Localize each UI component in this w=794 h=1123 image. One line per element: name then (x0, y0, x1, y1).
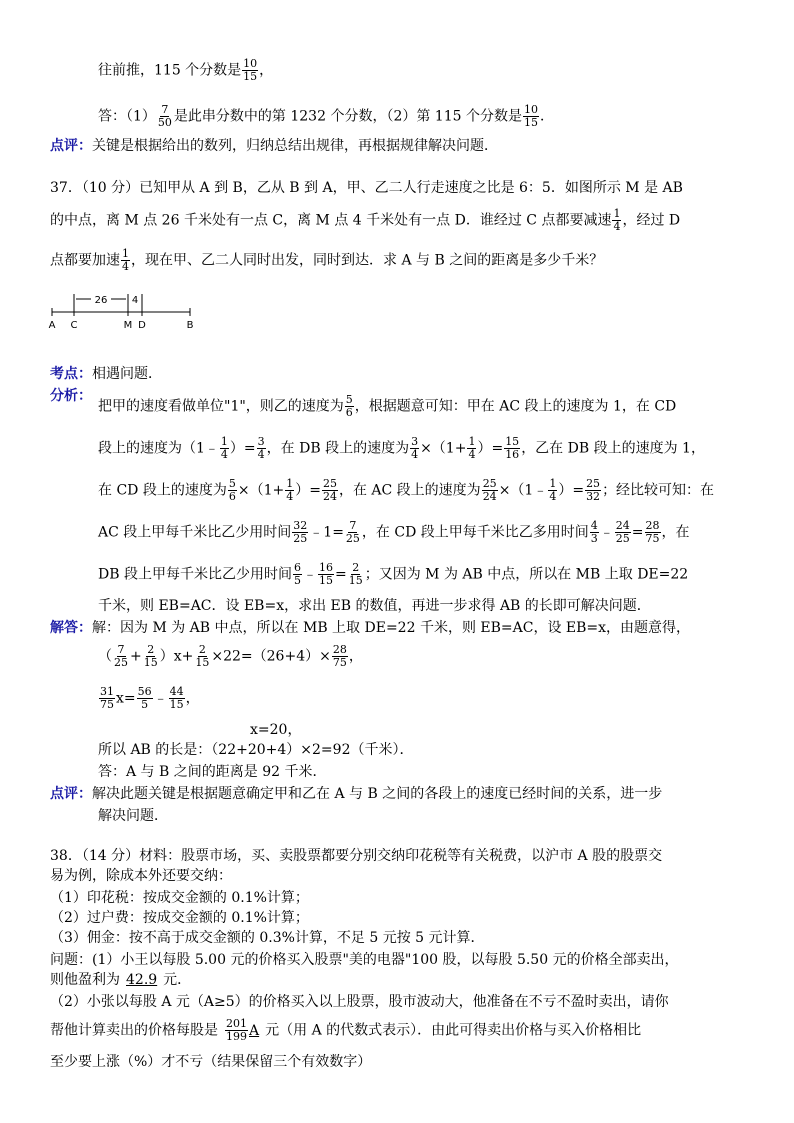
denominator: 15 (243, 70, 258, 83)
text: ． (539, 108, 554, 125)
numerator: 2 (198, 643, 206, 656)
prev-answer (98, 104, 554, 129)
numerator: 1 (613, 207, 621, 220)
numerator: 32 (293, 519, 308, 532)
fraction (345, 520, 361, 545)
text: （ (98, 648, 112, 665)
fraction (257, 436, 266, 461)
denominator: 4 (286, 490, 294, 503)
numerator: 2 (352, 561, 360, 574)
fraction (322, 478, 338, 503)
q37-kaodian (50, 364, 162, 384)
numerator: 1 (122, 247, 129, 260)
label-c: C (70, 320, 78, 331)
numerator: 7 (349, 519, 357, 532)
text: = (631, 524, 644, 541)
numerator: 7 (117, 643, 125, 656)
text: ×（1+ (237, 482, 285, 499)
fraction (348, 562, 364, 587)
text: 把甲的速度看做单位"1"，则乙的速度为 (98, 398, 344, 415)
q38-line9 (50, 1018, 641, 1043)
q37-eq1 (98, 644, 363, 669)
fraction (121, 248, 130, 273)
q37-fenxi-line1 (98, 394, 676, 419)
q38-line1: 38．（14 分）材料：股票市场，买、卖股票都要分别交纳印花税等有关税费，以沪市 A 股的股票交 (50, 848, 663, 864)
jieda-text: 解：因为 M 为 AB 中点，所以在 MB 上取 DE=22 千米，则 EB=AC，设 EB=x，由题意得， (92, 620, 691, 636)
denominator: 4 (257, 448, 265, 461)
numerator: 201 (226, 1017, 247, 1030)
q38-line8: （2）小张以每股 A 元（A≥5）的价格买入以上股票，股市波动大，他准备在不亏不盈时卖出，请你 (50, 994, 669, 1010)
q37-fenxi-label (50, 386, 92, 406)
fraction (645, 520, 661, 545)
text: 在 CD 段上的速度为 (98, 482, 227, 499)
text: ，在 (661, 524, 690, 541)
text: ）= (558, 482, 585, 499)
denominator: 25 (293, 532, 308, 545)
fraction (143, 644, 159, 669)
denominator: 32 (586, 490, 601, 503)
fraction (220, 436, 229, 461)
text: 元． (163, 972, 192, 988)
label-a: A (48, 320, 56, 331)
text: ×（1﹣ (498, 482, 548, 499)
denominator: 15 (169, 698, 184, 711)
fraction (285, 478, 294, 503)
numerator: 1 (286, 477, 294, 490)
text: ；又因为 M 为 AB 中点，所以在 MB 上取 DE=22 (364, 566, 689, 583)
numerator: 6 (293, 561, 301, 574)
q37-eq3: x=20， (250, 722, 302, 738)
denominator: 75 (332, 656, 347, 669)
text: ）x+ (159, 648, 194, 665)
q38-line10: 至少要上涨（%）才不亏（结果保留三个有效数字） (50, 1054, 372, 1070)
fraction (467, 436, 476, 461)
fraction (242, 58, 258, 83)
denominator: 16 (505, 448, 520, 461)
kaodian-text: 相遇问题． (92, 366, 162, 382)
text: ﹣1= (309, 524, 344, 541)
fraction (332, 644, 348, 669)
denominator: 4 (549, 490, 557, 503)
text: ﹣ (599, 524, 614, 541)
text: ）= (229, 440, 256, 457)
numerator: 10 (523, 103, 538, 116)
fraction (345, 394, 354, 419)
denominator: 4 (468, 448, 476, 461)
numerator: 3 (411, 435, 419, 448)
fenxi-label: 分析： (50, 388, 92, 404)
q38-line4: （2）过户费：按成交金额的 0.1%计算； (50, 910, 309, 926)
label-m: M (123, 320, 133, 331)
text: ×22=（26+4）× (211, 648, 331, 665)
fraction (548, 478, 557, 503)
fraction (169, 686, 185, 711)
text: ）= (295, 482, 321, 499)
denominator: 4 (122, 260, 129, 273)
q37-fenxi-line4 (98, 520, 690, 545)
denominator: 15 (143, 656, 158, 669)
dianping-text: 解决此题关键是根据题意确定甲和乙在 A 与 B 之间的各段上的速度已经时间的关系，进一步 (92, 786, 663, 802)
answer-blank: 42.9 (126, 972, 158, 988)
text: ﹣ (153, 690, 168, 707)
q37-fenxi-line3 (98, 478, 714, 503)
fraction (615, 520, 631, 545)
denominator: 15 (318, 574, 333, 587)
text: 段上的速度为（1﹣ (98, 440, 219, 457)
numerator: 31 (100, 685, 114, 698)
fraction (225, 1018, 248, 1043)
segment-diagram (46, 290, 206, 334)
text: DB 段上甲每千米比乙少用时间 (98, 566, 292, 583)
comment-label: 点评： (50, 138, 92, 154)
denominator: 5 (293, 574, 301, 587)
fraction (113, 644, 129, 669)
fraction (157, 104, 173, 129)
fraction (590, 520, 599, 545)
numerator: 5 (345, 393, 353, 406)
text: ，乙在 DB 段上的速度为 1， (521, 440, 705, 457)
fraction (585, 478, 601, 503)
text: ，根据题意可知：甲在 AC 段上的速度为 1，在 CD (354, 398, 677, 415)
text: ；经比较可知：在 (602, 482, 715, 499)
numerator: 7 (161, 103, 169, 116)
fraction (410, 436, 419, 461)
text: 帮他计算卖出的价格每股是 (50, 1022, 218, 1039)
text: 答：（1） (98, 108, 156, 125)
denominator: 5 (141, 698, 149, 711)
text: ， (259, 62, 274, 79)
text: ，现在甲、乙二人同时出发，同时到达．求 A 与 B 之间的距离是多少千米？ (131, 252, 604, 269)
label-b: B (186, 320, 194, 331)
q38-line6: 问题：(1）小王以每股 5.00 元的价格买入股票"美的电器"100 股，以每股 5.50 元的价格全部卖出， (50, 952, 679, 968)
numerator: 4 (590, 519, 598, 532)
text: ﹣ (302, 566, 317, 583)
prev-comment (50, 136, 498, 156)
numerator: 5 (228, 477, 236, 490)
text: x= (116, 690, 136, 707)
label-d: D (138, 320, 146, 331)
numerator: 25 (586, 477, 601, 490)
text: 点都要加速 (50, 252, 120, 269)
numerator: 28 (332, 643, 347, 656)
q38-line2: 易为例，除成本外还要交纳： (50, 868, 232, 884)
q37-jieda (50, 618, 690, 638)
q37-eq4: 所以 AB 的长是：（22+20+4）×2=92（千米）． (98, 742, 414, 758)
fraction (293, 562, 302, 587)
fraction (612, 208, 621, 233)
text: AC 段上甲每千米比乙少用时间 (98, 524, 292, 541)
text: ， (348, 648, 363, 665)
q37-dianping (50, 784, 662, 804)
text: 则他盈利为 (50, 972, 120, 988)
text: 的中点，离 M 点 26 千米处有一点 C，离 M 点 4 千米处有一点 D．谁经过 C 点都要减速 (50, 212, 612, 229)
denominator: 25 (615, 532, 630, 545)
fraction (292, 520, 308, 545)
text: ，经过 D (622, 212, 681, 229)
q37-line2 (50, 208, 680, 233)
denominator: 24 (482, 490, 497, 503)
text: ，在 DB 段上的速度为 (266, 440, 410, 457)
comment-text: 关键是根据给出的数列，归纳总结出规律，再根据规律解决问题． (92, 138, 498, 154)
fraction (228, 478, 237, 503)
q38-line3: （1）印花税：按成交金额的 0.1%计算； (50, 890, 309, 906)
answer-blank (218, 1017, 265, 1043)
text: 是此串分数中的第 1232 个分数，（2）第 115 个分数是 (173, 108, 522, 125)
text: 元（用 A 的代数式表示）．由此可得卖出价格与买入价格相比 (265, 1022, 642, 1039)
fraction (99, 686, 115, 711)
q37-eq5: 答：A 与 B 之间的距离是 92 千米． (98, 764, 327, 780)
denominator: 25 (345, 532, 360, 545)
denominator: 199 (226, 1030, 247, 1043)
q37-eq2 (98, 686, 200, 711)
denominator: 24 (322, 490, 337, 503)
fraction (504, 436, 520, 461)
numerator: 44 (169, 685, 184, 698)
denominator: 50 (157, 116, 172, 129)
answer-variable: A (249, 1022, 260, 1039)
numerator: 3 (257, 435, 265, 448)
denominator: 4 (613, 220, 621, 233)
numerator: 28 (645, 519, 660, 532)
denominator: 15 (348, 574, 363, 587)
text: = (334, 566, 347, 583)
jieda-label: 解答： (50, 620, 92, 636)
denominator: 25 (114, 656, 128, 669)
numerator: 1 (549, 477, 557, 490)
text: + (130, 648, 142, 665)
numerator: 2 (147, 643, 155, 656)
numerator: 1 (468, 435, 476, 448)
denominator: 6 (228, 490, 236, 503)
q37-dianping-line2: 解决问题． (98, 808, 168, 824)
denominator: 6 (345, 406, 353, 419)
prev-line1 (98, 58, 273, 83)
numerator: 56 (137, 685, 152, 698)
denominator: 15 (523, 116, 538, 129)
fraction (523, 104, 539, 129)
text: ，在 CD 段上甲每千米比乙多用时间 (361, 524, 589, 541)
fraction (194, 644, 210, 669)
fraction (482, 478, 498, 503)
numerator: 16 (318, 561, 333, 574)
text: ×（1+ (420, 440, 467, 457)
numerator: 25 (482, 477, 497, 490)
dianping-label: 点评： (50, 786, 92, 802)
denominator: 3 (590, 532, 598, 545)
text: ， (185, 690, 200, 707)
numerator: 1 (220, 435, 228, 448)
q37-fenxi-line5 (98, 562, 688, 587)
q37-line1: 37．（10 分）已知甲从 A 到 B，乙从 B 到 A，甲、乙二人行走速度之比是 6：5．如图所示 M 是 AB (50, 180, 683, 196)
text: ，在 AC 段上的速度为 (338, 482, 481, 499)
kaodian-label: 考点： (50, 366, 92, 382)
label-4: 4 (131, 295, 139, 306)
denominator: 75 (100, 698, 114, 711)
denominator: 75 (645, 532, 660, 545)
fraction (137, 686, 153, 711)
fraction (318, 562, 334, 587)
numerator: 15 (505, 435, 520, 448)
label-26: 26 (94, 295, 108, 306)
numerator: 10 (243, 57, 258, 70)
q37-line3 (50, 248, 603, 273)
q38-line5: （3）佣金：按不高于成交金额的 0.3%计算，不足 5 元按 5 元计算． (50, 930, 485, 946)
numerator: 25 (322, 477, 337, 490)
text: ）= (477, 440, 504, 457)
denominator: 15 (195, 656, 210, 669)
numerator: 24 (615, 519, 630, 532)
q38-line7 (50, 970, 191, 990)
text: 往前推，115 个分数是 (98, 62, 242, 79)
denominator: 4 (411, 448, 419, 461)
q37-fenxi-line6: 千米，则 EB=AC．设 EB=x，求出 EB 的数值，再进一步求得 AB 的长即可解决问题． (98, 598, 651, 614)
q37-fenxi-line2 (98, 436, 705, 461)
denominator: 4 (220, 448, 228, 461)
